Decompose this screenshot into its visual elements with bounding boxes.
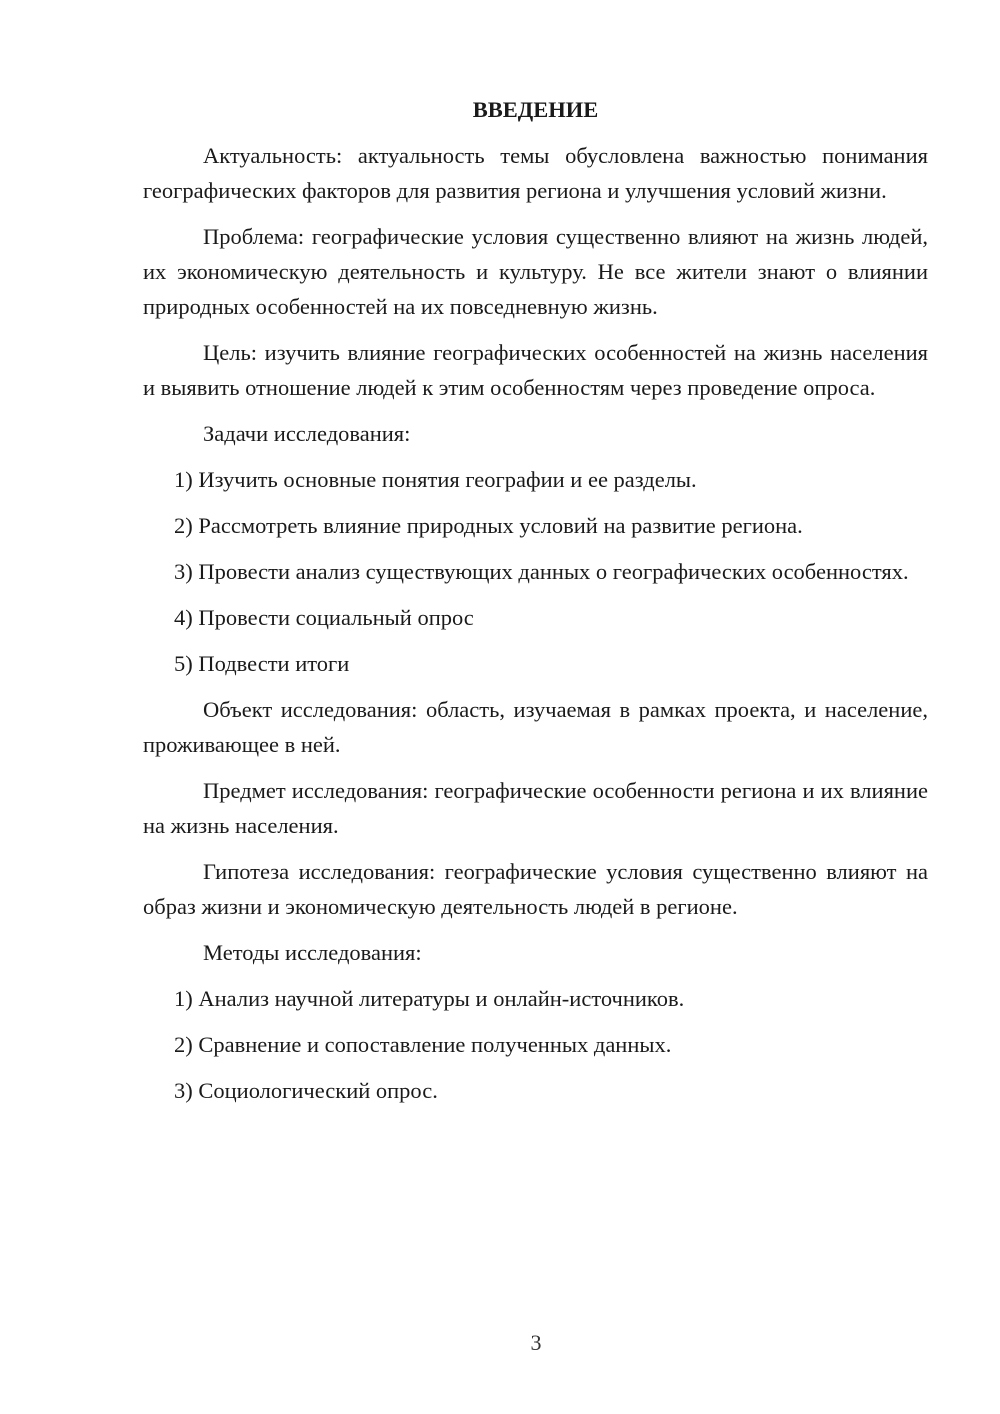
paragraph-subject: Предмет исследования: географические особенности региона и их влияние на жизнь населения.: [143, 778, 928, 838]
paragraph-object: Объект исследования: область, изучаемая в рамках проекта, и население, проживающее в ней.: [143, 697, 928, 757]
section-heading: ВВЕДЕНИЕ: [472, 97, 599, 122]
method-item-1: 1) Анализ научной литературы и онлайн-источников.: [174, 986, 685, 1011]
method-item-3: 3) Социологический опрос.: [174, 1078, 438, 1103]
task-item-4: 4) Провести социальный опрос: [174, 605, 474, 630]
paragraph-goal: Цель: изучить влияние географических особенностей на жизнь населения и выявить отношение людей к этим особенностям через проведение опроса.: [143, 340, 928, 400]
task-item-3: 3) Провести анализ существующих данных о географических особенностях.: [174, 559, 909, 584]
task-item-1: 1) Изучить основные понятия географии и ее разделы.: [174, 467, 697, 492]
methods-title: Методы исследования:: [203, 940, 422, 965]
paragraph-problem: Проблема: географические условия существенно влияют на жизнь людей, их экономическую деятельность и культуру. Не все жители знают о влиянии природных особенностей на их повседневную жизнь.: [143, 224, 928, 319]
task-item-5: 5) Подвести итоги: [174, 651, 350, 676]
document-page: [143, 92, 928, 1119]
paragraph-relevance: Актуальность: актуальность темы обусловлена важностью понимания географических факторов для развития региона и улучшения условий жизни.: [143, 143, 928, 203]
page-number: 3: [530, 1330, 542, 1355]
method-item-2: 2) Сравнение и сопоставление полученных данных.: [174, 1032, 672, 1057]
tasks-title: Задачи исследования:: [203, 421, 411, 446]
task-item-2: 2) Рассмотреть влияние природных условий на развитие региона.: [174, 513, 803, 538]
paragraph-hypothesis: Гипотеза исследования: географические условия существенно влияют на образ жизни и экономическую деятельность людей в регионе.: [143, 859, 928, 919]
